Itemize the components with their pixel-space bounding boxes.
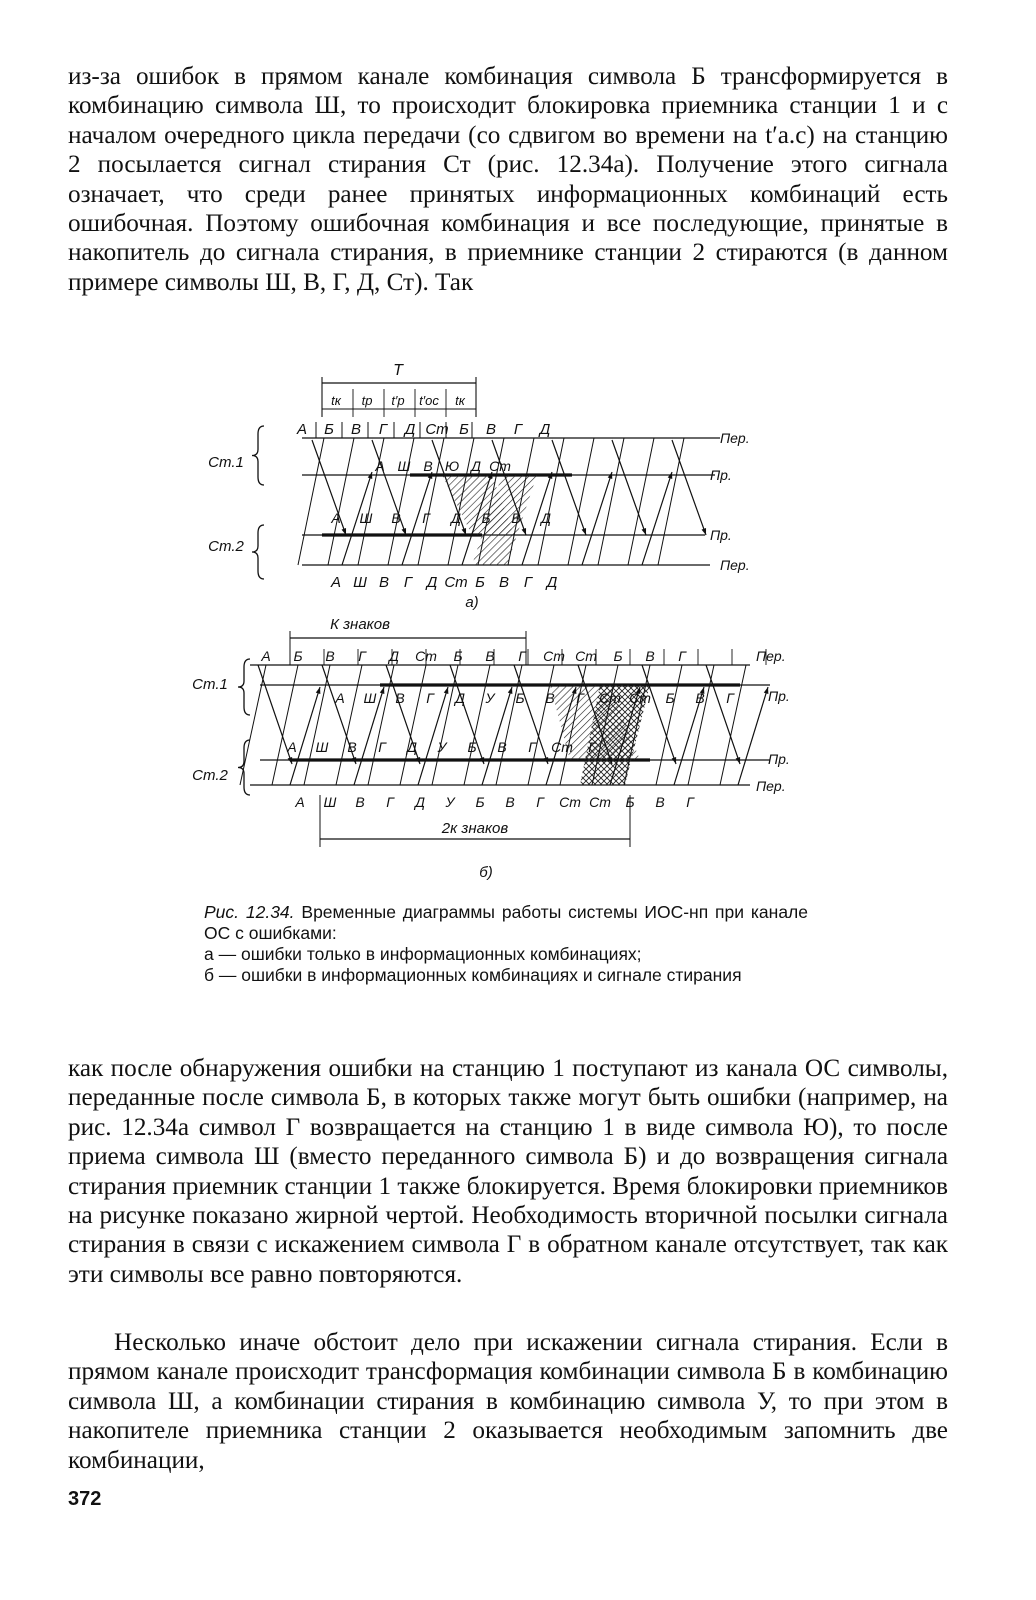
signal-edge <box>628 438 654 565</box>
st2-send-symbol: Ш <box>353 574 367 591</box>
caption-title: Временные диаграммы работы системы ИОС-нп при канале ОС с ошибками: <box>204 902 808 943</box>
figure-caption <box>204 902 808 986</box>
st1-recv-symbol: Б <box>665 690 675 706</box>
paragraph-1: из-за ошибок в прямом канале комбинация символа Б трансформируется в комбинацию символа Ш, то происходит блокировка приемника станции 1 и с началом очередного цикла передачи (со сдвигом во времени на t′а.с) на станцию 2 посылается сигнал стирания Ст (рис. 12.34а). Получение этого сигнала означает, что среди ранее принятых информационных комбинаций есть ошибочная. Поэтому ошибочная комбинация и все последующие, принятые в накопитель до сигнала стирания, в приемнике станции 2 стираются (в данном примере символы Ш, В, Г, Д, Ст). Так <box>68 63 948 296</box>
signal-edge <box>720 665 746 785</box>
st2-send-symbol: Г <box>523 574 533 591</box>
st2-send-symbol: Ст <box>589 794 611 810</box>
signal-edge <box>328 438 354 565</box>
st1-send-symbol: Ст <box>543 648 565 664</box>
st1-recv-symbol: Ст <box>489 458 511 474</box>
st1-send-symbol: А <box>296 421 308 438</box>
st2-recv-symbol: Д <box>407 739 417 755</box>
st2-send-symbol: У <box>445 794 455 810</box>
page-number: 372 <box>68 1488 102 1510</box>
st2-recv-symbol: Г <box>422 510 430 526</box>
station-1-label: Ст.1 <box>192 676 228 693</box>
st2-recv-symbol: Ш <box>315 739 329 755</box>
signal-edge <box>336 665 362 785</box>
st1-send-symbol: А <box>261 648 271 664</box>
st2-recv-symbol: Б <box>481 510 491 526</box>
period-label: T <box>393 362 403 379</box>
st1-recv-symbol: В <box>695 690 705 706</box>
caption-item-a: а — ошибки только в информационных комбинациях; <box>204 944 642 964</box>
signal-edge <box>464 665 490 785</box>
return-arrow <box>738 687 768 785</box>
st2-send-symbol: Г <box>536 794 544 810</box>
st1-send-symbol: Ст <box>575 648 597 664</box>
st1-recv-symbol: Д <box>471 458 481 474</box>
st1-send-symbol: Б <box>459 421 469 438</box>
line-label: Пр. <box>768 751 790 767</box>
forward-arrow <box>552 440 586 535</box>
st1-send-symbol: Д <box>389 648 399 664</box>
st1-send-symbol: Ст <box>415 648 437 664</box>
st2-send-symbol: Д <box>426 574 438 591</box>
line-label: Пр. <box>710 467 732 483</box>
st1-send-symbol: Г <box>378 421 388 438</box>
st2-send-symbol: А <box>330 574 342 591</box>
st2-send-symbol: Д <box>546 574 558 591</box>
interval-label: tк <box>331 393 341 408</box>
forward-arrow <box>372 440 406 535</box>
st2-recv-symbol: В <box>497 739 507 755</box>
st1-send-symbol: Ст <box>425 421 449 438</box>
st2-send-symbol: Б <box>475 794 485 810</box>
return-arrow-head <box>380 687 385 694</box>
st1-recv-symbol: Д <box>455 690 465 706</box>
station-1-label: Ст.1 <box>208 454 244 471</box>
signal-edge <box>568 438 594 565</box>
st1-recv-symbol: Ю <box>444 458 460 474</box>
line-label: Пер. <box>720 557 750 573</box>
forward-arrow-head <box>522 528 527 535</box>
k-label: К знаков <box>330 616 390 633</box>
st1-send-symbol: В <box>485 421 497 438</box>
st1-send-symbol: Б <box>453 648 463 664</box>
st2-recv-symbol: А <box>287 739 297 755</box>
st1-send-symbol: Г <box>678 648 686 664</box>
figure-12-34 <box>190 355 810 895</box>
st2-recv-symbol: В <box>511 510 521 526</box>
station-2-label: Ст.2 <box>192 767 228 784</box>
st2-send-symbol: Д <box>415 794 425 810</box>
st2-recv-symbol: У <box>437 739 447 755</box>
signal-edge <box>272 665 298 785</box>
st2-recv-symbol: В <box>347 739 357 755</box>
st1-send-symbol: Г <box>518 648 526 664</box>
st2-send-symbol: В <box>655 794 665 810</box>
st1-recv-symbol: В <box>545 690 555 706</box>
st2-recv-symbol: Г <box>588 739 596 755</box>
st1-recv-symbol: А <box>375 458 385 474</box>
signal-edge <box>400 665 426 785</box>
st2-recv-symbol: Г <box>528 739 536 755</box>
st2-recv-symbol: Ст <box>551 739 573 755</box>
signal-edge <box>656 665 682 785</box>
line-label: Пер. <box>720 430 750 446</box>
st1-recv-symbol: Ст <box>599 690 621 706</box>
st1-recv-symbol: Б <box>515 690 525 706</box>
st2-send-symbol: В <box>498 574 510 591</box>
st2-recv-symbol: Ш <box>359 510 373 526</box>
signal-edge <box>298 438 324 565</box>
st1-send-symbol: Б <box>613 648 623 664</box>
st1-recv-symbol: Ст <box>629 690 651 706</box>
forward-arrow-head <box>642 528 647 535</box>
line-label: Пер. <box>756 778 786 794</box>
st1-recv-symbol: Г <box>576 690 584 706</box>
caption-number: Рис. 12.34. <box>204 902 295 922</box>
interval-label: tр <box>361 393 373 408</box>
st1-send-symbol: В <box>350 421 362 438</box>
station-2-label: Ст.2 <box>208 538 244 555</box>
st2-recv-symbol: А <box>331 510 341 526</box>
st2-send-symbol: Г <box>386 794 394 810</box>
k2-label: 2к знаков <box>441 820 509 837</box>
diagram-b <box>192 616 790 881</box>
st1-recv-symbol: А <box>335 690 345 706</box>
st2-send-symbol: Б <box>625 794 635 810</box>
st2-recv-symbol: Г <box>378 739 386 755</box>
interval-label: t′ос <box>419 393 439 408</box>
return-arrow-head <box>508 687 513 694</box>
st1-send-symbol: Б <box>293 648 303 664</box>
caption-item-b: б — ошибки в информационных комбинациях и сигнале стирания <box>204 965 742 985</box>
line-label: Пер. <box>756 648 786 664</box>
forward-arrow <box>312 440 346 535</box>
st2-send-symbol: Ш <box>323 794 337 810</box>
st1-send-symbol: В <box>325 648 335 664</box>
st1-send-symbol: Б <box>324 421 334 438</box>
st2-send-symbol: Г <box>686 794 694 810</box>
subfigure-label-a: а) <box>465 594 479 611</box>
st1-recv-symbol: Г <box>426 690 434 706</box>
interval-label: t′р <box>391 393 405 408</box>
st1-send-symbol: В <box>645 648 655 664</box>
forward-arrow-head <box>582 528 587 535</box>
st2-send-symbol: Б <box>475 574 485 591</box>
st2-recv-symbol: Б <box>467 739 477 755</box>
subfigure-label-b: б) <box>479 864 493 881</box>
forward-arrow <box>612 440 646 535</box>
st1-recv-symbol: В <box>423 458 433 474</box>
paragraph-3: Несколько иначе обстоит дело при искажении сигнала стирания. Если в прямом канале происходит трансформация комбинации символа Б в комбинацию символа Ш, а комбинации стирания в комбинацию символа У, то при этом в накопителе приемника станции 2 оказывается необходимым запомнить две комбинации, <box>68 1329 948 1474</box>
st2-send-symbol: В <box>505 794 515 810</box>
st2-send-symbol: В <box>355 794 365 810</box>
paragraph-2: как после обнаружения ошибки на станцию 1 поступают из канала ОС символы, переданные после символа Б, в которых также могут быть ошибки (например, на рис. 12.34а символ Г возвращается на станцию 1 в виде символа Ю), то после приема символа Ш (вместо переданного символа Б) и до возвращения сигнала стирания приемник станции 1 также блокируется. Время блокировки приемников на рисунке показано жирной чертой. Необходимость вторичной посылки сигнала стирания в связи с искажением символа Г в обратном канале отсутствует, так как эти символы все равно повторяются. <box>68 1055 948 1288</box>
signal-edge <box>528 665 554 785</box>
st2-send-symbol: Г <box>403 574 413 591</box>
return-arrow-head <box>316 687 321 694</box>
forward-arrow <box>672 440 706 535</box>
interval-label: tк <box>455 393 465 408</box>
return-arrow-head <box>444 687 449 694</box>
st2-send-symbol: Ст <box>559 794 581 810</box>
st2-send-symbol: В <box>378 574 390 591</box>
st2-recv-symbol: В <box>391 510 401 526</box>
station-1-brace <box>238 659 250 715</box>
station-1-brace <box>252 426 264 485</box>
st2-send-symbol: Ст <box>444 574 468 591</box>
forward-arrow-head <box>702 528 707 535</box>
st1-recv-symbol: Г <box>726 690 734 706</box>
st2-recv-symbol: Д <box>541 510 551 526</box>
st1-send-symbol: Г <box>358 648 366 664</box>
st2-send-symbol: А <box>295 794 305 810</box>
st1-send-symbol: В <box>485 648 495 664</box>
st2-recv-symbol: Д <box>451 510 461 526</box>
return-arrow <box>290 687 320 785</box>
st1-send-symbol: Д <box>539 421 551 438</box>
st1-send-symbol: Д <box>404 421 416 438</box>
st1-recv-symbol: Ш <box>363 690 377 706</box>
line-label: Пр. <box>710 527 732 543</box>
station-2-brace <box>252 525 264 579</box>
st1-recv-symbol: У <box>485 690 495 706</box>
st1-recv-symbol: Ш <box>397 458 411 474</box>
st1-recv-symbol: В <box>395 690 405 706</box>
line-label: Пр. <box>768 688 790 704</box>
diagram-a <box>208 362 749 611</box>
st1-send-symbol: Г <box>513 421 523 438</box>
